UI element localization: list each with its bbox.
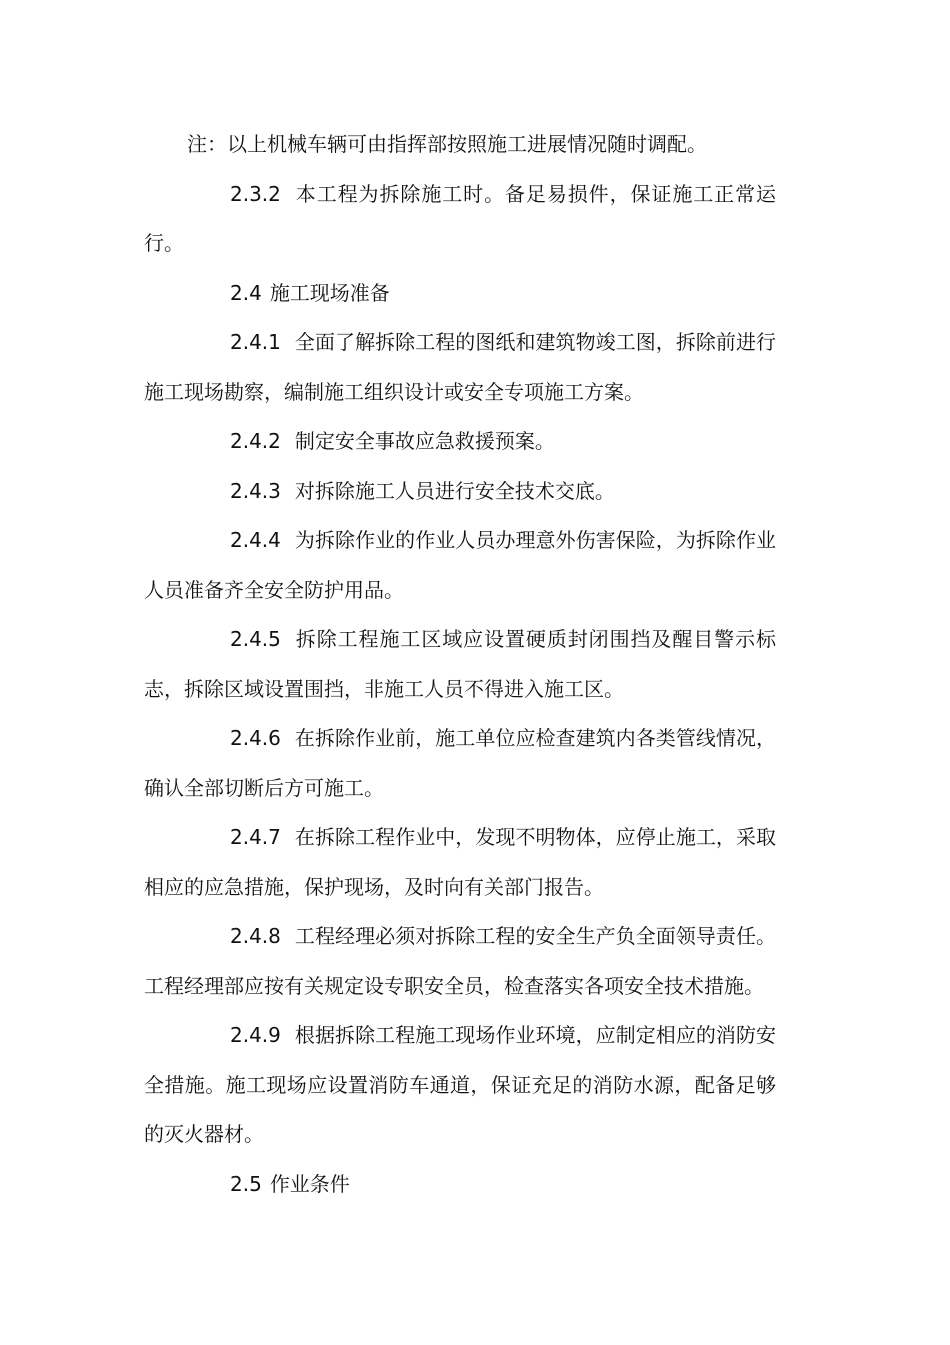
paragraph-text: 根据拆除工程施工现场作业环境，应制定相应的消防安全措施。施工现场应设置消防车通道，保证充足的消防水源，配备足够的灭火器材。 (144, 1023, 776, 1146)
heading-2-5 (144, 1160, 776, 1210)
paragraph-2-4-8 (144, 912, 776, 1011)
paragraph-2-4-4 (144, 516, 776, 615)
section-number: 2.4.5 (230, 627, 281, 651)
section-number: 2.5 (230, 1171, 262, 1196)
section-number: 2.4.2 (230, 429, 281, 453)
paragraph-text: 拆除工程施工区域应设置硬质封闭围挡及醒目警示标志，拆除区域设置围挡，非施工人员不得进入施工区。 (144, 627, 776, 701)
section-number: 2.3.2 (230, 181, 281, 206)
paragraph-text: 工程经理必须对拆除工程的安全生产负全面领导责任。工程经理部应按有关规定设专职安全员，检查落实各项安全技术措施。 (144, 924, 776, 998)
paragraph-2-3-2 (144, 170, 776, 269)
document-body (144, 120, 776, 1209)
paragraph-2-4-7 (144, 813, 776, 912)
paragraph-text: 为拆除作业的作业人员办理意外伤害保险，为拆除作业人员准备齐全安全防护用品。 (144, 528, 776, 602)
paragraph-text: 制定安全事故应急救援预案。 (294, 429, 555, 453)
section-number: 2.4.1 (230, 330, 281, 354)
paragraph-2-4-3 (144, 467, 776, 517)
section-number: 2.4.7 (230, 825, 281, 849)
paragraph-note (144, 120, 776, 170)
paragraph-2-4-9 (144, 1011, 776, 1160)
section-number: 2.4.9 (230, 1023, 281, 1047)
paragraph-2-4-1 (144, 318, 776, 417)
paragraph-text: 注：以上机械车辆可由指挥部按照施工进展情况随时调配。 (187, 132, 707, 156)
paragraph-text: 全面了解拆除工程的图纸和建筑物竣工图，拆除前进行施工现场勘察，编制施工组织设计或安全专项施工方案。 (144, 330, 776, 404)
heading-text: 施工现场准备 (269, 280, 390, 305)
section-number: 2.4.4 (230, 528, 281, 552)
heading-2-4 (144, 269, 776, 319)
section-number: 2.4.6 (230, 726, 281, 750)
paragraph-2-4-6 (144, 714, 776, 813)
paragraph-text: 本工程为拆除施工时。备足易损件，保证施工正常运行。 (144, 181, 776, 255)
heading-text: 作业条件 (269, 1171, 350, 1196)
section-number: 2.4 (230, 280, 262, 305)
paragraph-2-4-2 (144, 417, 776, 467)
section-number: 2.4.3 (230, 478, 281, 503)
paragraph-text: 在拆除作业前，施工单位应检查建筑内各类管线情况，确认全部切断后方可施工。 (144, 726, 776, 800)
paragraph-text: 对拆除施工人员进行安全技术交底。 (294, 478, 615, 503)
paragraph-text: 在拆除工程作业中，发现不明物体，应停止施工，采取相应的应急措施，保护现场，及时向有关部门报告。 (144, 825, 776, 899)
section-number: 2.4.8 (230, 924, 281, 948)
paragraph-2-4-5 (144, 615, 776, 714)
